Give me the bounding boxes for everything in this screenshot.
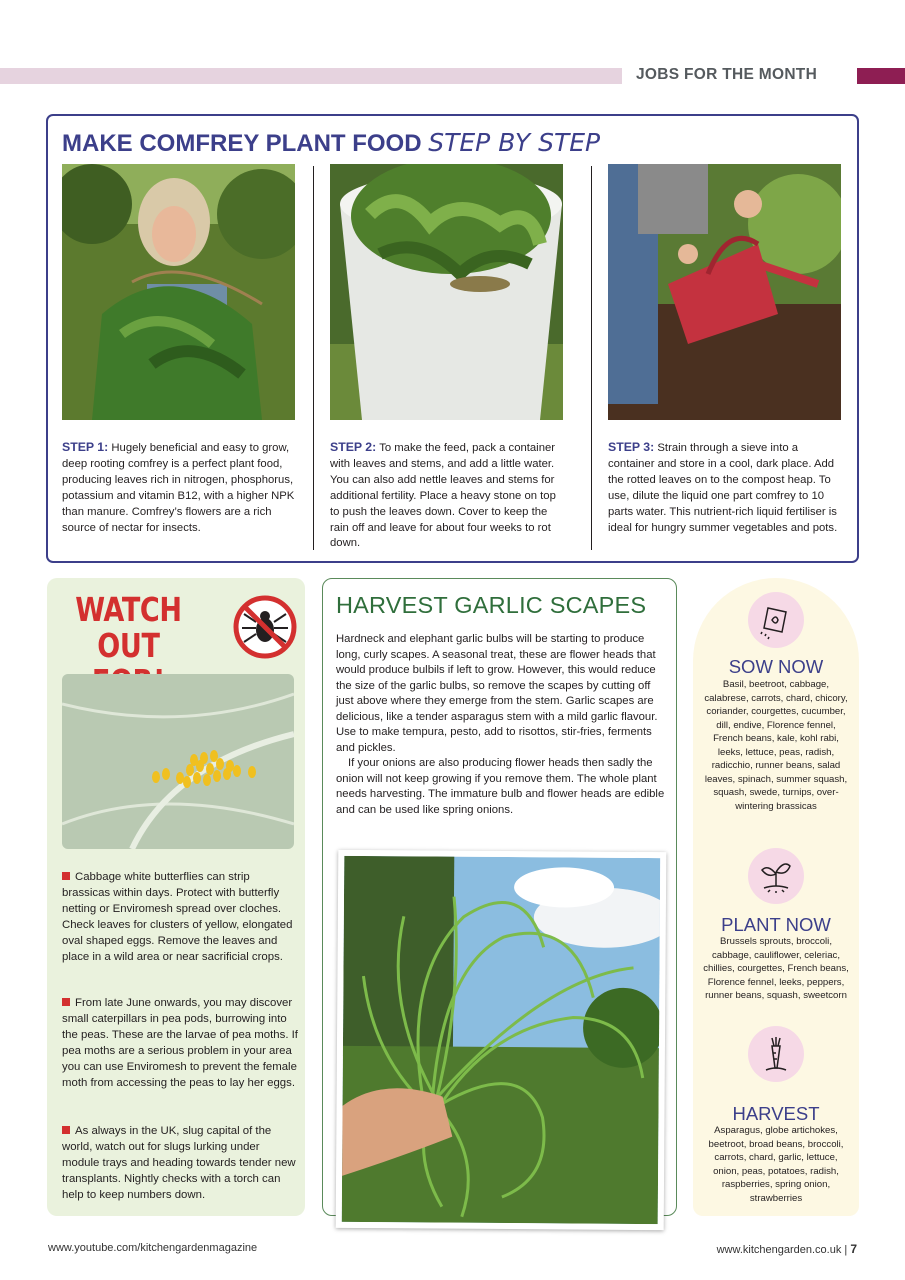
carrot-icon [748,1026,804,1082]
step-3-body: Strain through a sieve into a container and store in a cool, dark place. Add the rotted leaves on to the compost heap. To use, dilute the liquid one part comfrey to 10 parts water. This nutrient-rich liquid fertiliser is ideal for hungry summer vegetables and pots. [608,442,838,534]
watch-title-line-1: WATCH [75,590,182,629]
watch-para-text: Cabbage white butterflies can strip brassicas within days. Protect with butterfly netting or Enviromesh spread over cloches. Check leaves for clusters of yellow, elongated oval shaped eggs. Remove the leaves and place in a wild area or near sacrificial crops. [62,871,293,963]
step-1-text [62,440,298,536]
bullet-marker [62,998,70,1006]
watch-title-line-2: OUT [97,626,160,665]
step-1-body: Hugely beneficial and easy to grow, deep rooting comfrey is a perfect plant food, producing leaves rich in nitrogen, phosphorus, potassium and vitamin B12, with a higher NPK than manure. Comfrey’s flowers are a rich source of nectar for insects. [62,442,295,534]
garlic-article [336,632,666,818]
header-band [0,68,622,84]
youtube-link[interactable]: www.youtube.com/kitchengardenmagazine [48,1242,258,1254]
page-number: 7 [850,1242,857,1256]
step-3-text [608,440,844,536]
garlic-scapes-photo [336,850,667,1230]
sow-plant-harvest-panel [693,578,859,1216]
watch-para-1 [62,870,298,965]
watch-para-text: From late June onwards, you may discover small caterpillars in pea pods, burrowing into the peas. These are the larvae of pea moths. If pea moths are a serious problem in your area you can use Enviromesh to prevent the female moth from accessing the peas to lay her eggs. [62,997,298,1089]
garlic-title: HARVEST GARLIC SCAPES [336,592,647,618]
tick-warning-icon [232,594,298,660]
garlic-para-2: If your onions are also producing flower heads then sadly the onion will not keep growing if you remove them. The whole plant needs harvesting. The immature bulb and flower heads are edible and can be used like spring onions. [336,757,665,816]
plant-now-list: Brussels sprouts, broccoli, cabbage, cauliflower, celeriac, chillies, courgettes, French beans, Florence fennel, leeks, peppers, runner beans, squash, sweetcorn [703,936,849,1001]
butterfly-eggs-photo [62,674,294,849]
comfrey-heading [62,128,600,158]
seedling-icon [748,848,804,904]
step-2-photo [330,164,563,420]
garlic-para-1: Hardneck and elephant garlic bulbs will be starting to produce long, curly scapes. A seasonal treat, these are flower heads that would produce bulbils if left to grow. However, this would reduce the size of the garlic bulbs, so remove the scapes by cutting off just above where they emerge from the stem. Garlic scapes are delicious, like a tender asparagus stem with a mild garlic flavour. Use to make tempura, pesto, add to risottos, stir-fries, ferments and pickles. [336,633,658,754]
column-divider [313,166,314,550]
comfrey-title: MAKE COMFREY PLANT FOOD [62,130,422,157]
sow-now-list: Basil, beetroot, cabbage, calabrese, carrots, chard, chicory, coriander, courgettes, cucumber, dill, endive, Florence fennel, French beans, kale, kohl rabi, leeks, lettuce, peas, radish, radicchio, runner beans, salad leaves, spinach, summer squash, squash, swede, turnips, over-wintering brassicas [704,679,848,812]
seed-packet-icon [748,592,804,648]
step-2-label: STEP 2: [330,440,377,454]
step-2-body: To make the feed, pack a container with leaves and stems, and add a little water. You can also add nettle leaves and stems for additional fertility. Place a heavy stone on top to push the leaves down. Cover to keep the rain off and leave for about four weeks to rot down. [330,442,556,550]
header-accent-block [857,68,905,84]
comfrey-box [46,114,859,563]
step-2-text [330,440,566,552]
website-link[interactable]: www.kitchengarden.co.uk | [716,1244,848,1256]
step-3-photo [608,164,841,420]
watch-para-2 [62,996,298,1091]
section-header: JOBS FOR THE MONTH [636,66,818,83]
footer-right [717,1242,857,1256]
bullet-marker [62,1126,70,1134]
plant-now-title: PLANT NOW [721,914,831,935]
sow-now-title: SOW NOW [728,656,824,677]
watch-para-text: As always in the UK, slug capital of the world, watch out for slugs lurking under module trays and heading towards tender new transplants. Nightly checks with a torch can help to keep numbers down. [62,1125,296,1201]
harvest-list: Asparagus, globe artichokes, beetroot, broad beans, broccoli, carrots, chard, garlic, lettuce, onion, peas, potatoes, radish, raspberries, spring onion, strawberries [708,1125,844,1204]
garlic-scapes-panel [322,578,677,1216]
watch-para-3 [62,1124,298,1204]
column-divider [591,166,592,550]
bullet-marker [62,872,70,880]
step-1-label: STEP 1: [62,440,109,454]
watch-out-panel [47,578,305,1216]
step-1-photo [62,164,295,420]
step-3-label: STEP 3: [608,440,655,454]
step-by-step-label: STEP BY STEP [428,128,601,157]
harvest-title: HARVEST [732,1103,820,1124]
